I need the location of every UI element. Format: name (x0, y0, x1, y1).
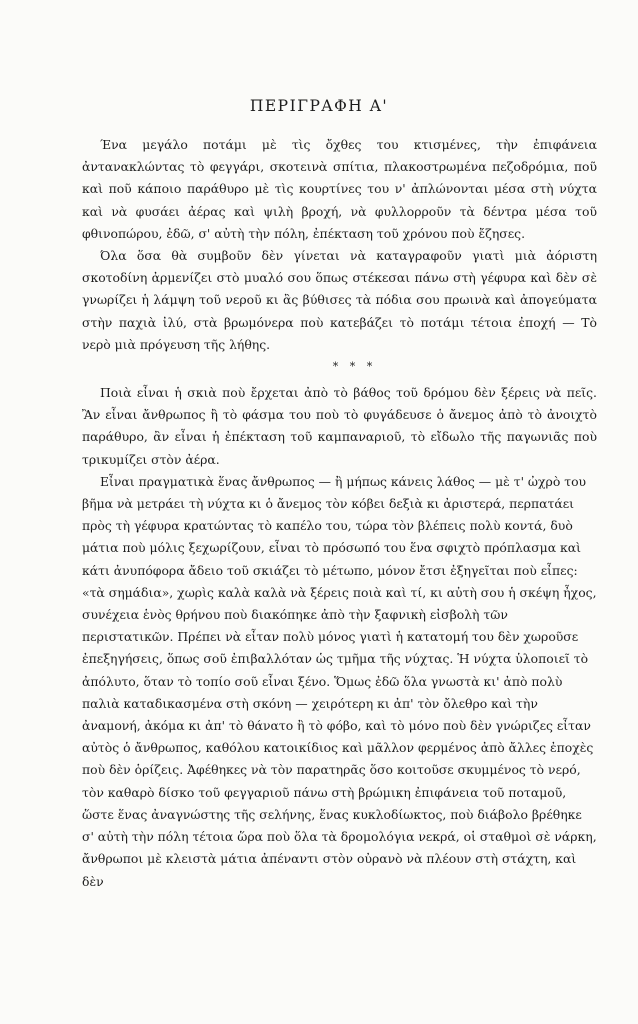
body-text (82, 134, 597, 893)
paragraph: Όλα ὅσα θὰ συμβοῦν δὲν γίνεται νὰ καταγραφοῦν γιατὶ μιὰ ἀόριστη σκοτοδίνη ἀρμενίζει στὸ μυαλό σου ὅπως στέκεσαι πάνω στὴ γέφυρα καὶ δὲν σὲ γνωρίζει ἡ λάμψη τοῦ νεροῦ κι ἂς βύθισες τὰ πόδια σου πρωινὰ καὶ ἀπογεύματα στὴν παχιὰ ἰλύ, στὰ βρωμόνερα ποὺ κατεβάζει τὸ ποτάμι τέτοια ἐποχή — Τὸ νερὸ μιὰ πρόγευση τῆς λήθης. (82, 248, 597, 352)
paragraph: Εἶναι πραγματικὰ ἕνας ἄνθρωπος — ἢ μήπως κάνεις λάθος — μὲ τ' ὠχρὸ του βῆμα νὰ μετράει τὴ νύχτα κι ὁ ἄνεμος τὸν κόβει δεξιὰ κι ἀριστερά, περπατάει πρὸς τὴ γέφυρα κρατώντας τὸ καπέλο του, τώρα τὸν βλέπεις πολὺ κοντά, δυὸ μάτια ποὺ μόλις ξεχωρίζουν, εἶναι τὸ πρόσωπό του ἕνα σφιχτὸ πρόπλασμα καὶ κάτι ἀνυπόφορα ἄδειο τοῦ σκιάζει τὸ μέτωπο, μόνον ἔτσι ἐξηγεῖται ποὺ εἶπες: «τὰ σημάδια», χωρὶς καλὰ καλὰ νὰ ξέρεις ποιὰ καὶ τί, κι αὐτὴ σου ἡ σκέψη ἦχος, συνέχεια ἑνὸς θρήνου ποὺ διακόπηκε ἀπὸ τὴν ξαφνικὴ εἰσβολὴ τῶν περιστατικῶν. Πρέπει νὰ εἶταν πολὺ μόνος γιατὶ ἡ κατατομή του δὲν χωροῦσε ἐπεξηγήσεις, ὅπως σοῦ ἐπιβαλλόταν ὡς τμῆμα τῆς νύχτας. Ἡ νύχτα ὑλοποιεῖ τὸ ἀπόλυτο, ὅταν τὸ τοπίο σοῦ εἶναι ξένο. Ὅμως ἐδῶ ὅλα γνωστὰ κι' ἀπὸ πολὺ παλιὰ καταδικασμένα στὴ σκόνη — χειρότερη κι ἀπ' τὸν ὄλεθρο καὶ τὴν ἀναμονή, ἀκόμα κι ἀπ' τὸ θάνατο ἢ τὸ φόβο, καὶ τὸ μόνο ποὺ δὲν γνώριζες εἶταν αὐτὸς ὁ ἄνθρωπος, καθόλου κατοικίδιος καὶ μᾶλλον φερμένος ἀπὸ ἄλλες ἐποχὲς ποὺ δὲν ὁρίζεις. Ἀφέθηκες νὰ τὸν παρατηρᾶς ὅσο κοιτοῦσε σκυμμένος τὸ νερό, τὸν καθαρὸ δίσκο τοῦ φεγγαριοῦ πάνω στὴ βρώμικη ἐπιφάνεια τοῦ ποταμοῦ, ὥστε ἕνας ἀναγνώστης τῆς σελήνης, ἕνας κυκλοδίωκτος, ποὺ διάβολο βρέθηκε σ' αὐτὴ τὴν πόλη τέτοια ὥρα ποὺ ὅλα τὰ δρομολόγια νεκρά, οἱ σταθμοὶ σὲ νάρκη, ἄνθρωποι μὲ κλειστὰ μάτια ἀπέναντι στὸν οὐρανὸ νὰ πλέουν στὴ στάχτη, καὶ δὲν (82, 473, 597, 889)
section-separator: * * * (332, 360, 377, 374)
chapter-title: ΠΕΡΙΓΡΑΦΗ Α' (249, 97, 389, 115)
paragraph: Ποιὰ εἶναι ἡ σκιὰ ποὺ ἔρχεται ἀπὸ τὸ βάθος τοῦ δρόμου δὲν ξέρεις νὰ πεῖς. Ἂν εἶναι ἄνθρωπος ἢ τὸ φάσμα του ποὺ τὸ φυγάδευσε ὁ ἄνεμος ἀπὸ τὸ ἀνοιχτὸ παράθυρο, ἂν εἶναι ἡ ἐπέκταση τοῦ καμπαναριοῦ, τὸ εἴδωλο τῆς παγωνιᾶς ποὺ τρικυμίζει στὸν ἀέρα. (82, 385, 597, 467)
paragraph: Ένα μεγάλο ποτάμι μὲ τὶς ὄχθες του κτισμένες, τὴν ἐπιφάνεια ἀντανακλώντας τὸ φεγγάρι, σκοτεινὰ σπίτια, πλακοστρωμένα πεζοδρόμια, ποῦ καὶ ποῦ κάποιο παράθυρο μὲ τὶς κουρτίνες του ν' ἀπλώνονται μέσα στὴ νύχτα καὶ νὰ φυσάει ἀέρας καὶ ψιλὴ βροχή, νὰ φυλλορροῦν τὰ δέντρα μέσα τοῦ φθινοπώρου, ἐδῶ, σ' αὐτὴ τὴν πόλη, ἐπέκταση τοῦ χρόνου ποὺ ἔζησες. (82, 137, 597, 241)
